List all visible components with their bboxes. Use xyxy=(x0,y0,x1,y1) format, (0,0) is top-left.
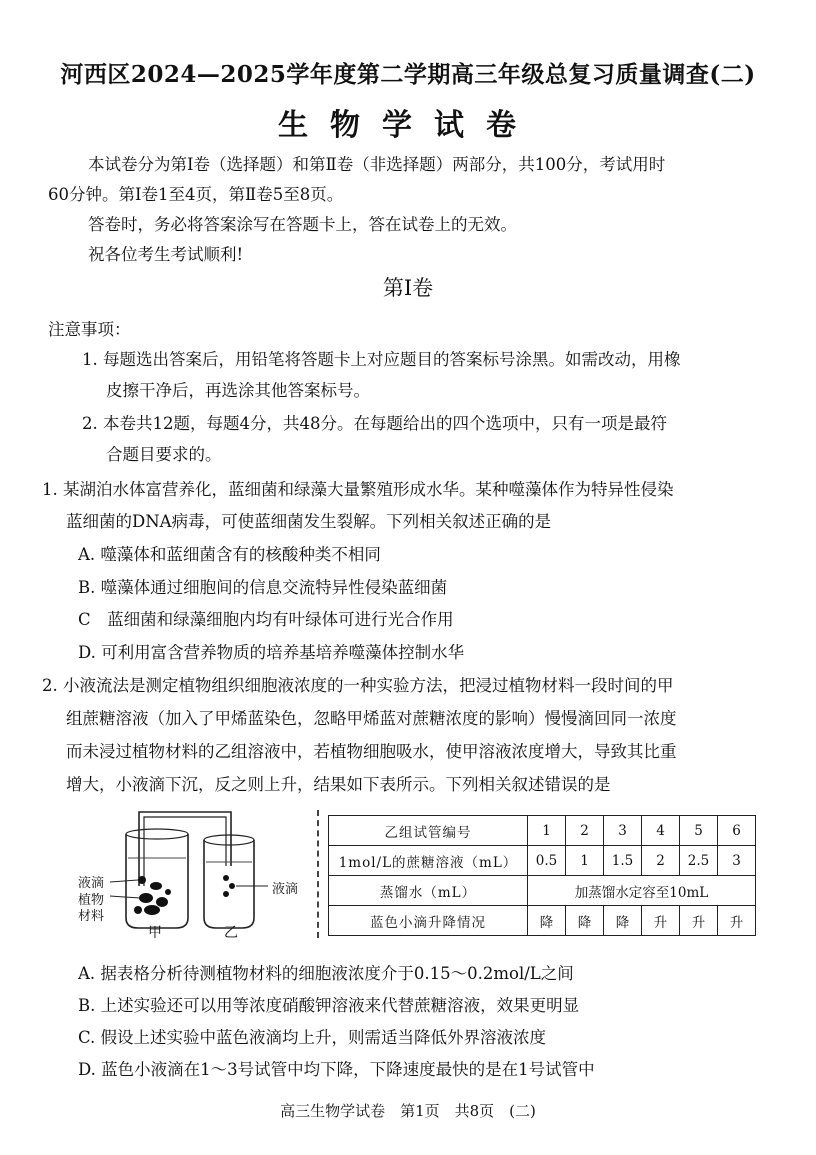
tube-number-cell: 4 xyxy=(642,816,680,846)
intro-line-3: 答卷时，务必将答案涂写在答题卡上，答在试卷上的无效。 xyxy=(88,215,517,234)
row-header-movement: 蓝色小滴升降情况 xyxy=(329,906,528,936)
notice-item-1-line-2: 皮擦干净后，再选涂其他答案标号。 xyxy=(106,381,370,400)
movement-cell: 降 xyxy=(528,906,566,936)
q2-option-c: C. 假设上述实验中蓝色液滴均上升，则需适当降低外界溶液浓度 xyxy=(78,1028,547,1047)
q1-stem-line-2: 蓝细菌的DNA病毒，可使蓝细菌发生裂解。下列相关叙述正确的是 xyxy=(66,512,552,531)
notice-heading: 注意事项： xyxy=(48,320,131,339)
row-header-sucrose: 1mol/L的蔗糖溶液（mL） xyxy=(329,846,528,876)
q2-stem-line-3: 而未浸过植物材料的乙组溶液中，若植物细胞吸水，使甲溶液浓度增大，导致其比重 xyxy=(66,742,677,761)
volume-title: 第Ⅰ卷 xyxy=(382,276,434,300)
tube-number-cell: 3 xyxy=(604,816,642,846)
table-row xyxy=(329,906,756,936)
label-material-1: 植物 xyxy=(78,893,105,908)
q1-option-d: D. 可利用富含营养物质的培养基培养噬藻体控制水华 xyxy=(78,643,465,662)
table-row xyxy=(329,876,756,906)
q1-option-b: B. 噬藻体通过细胞间的信息交流特异性侵染蓝细菌 xyxy=(78,578,448,597)
movement-cell: 降 xyxy=(604,906,642,936)
page-footer: 高三生物学试卷 第1页 共8页 (二) xyxy=(280,1102,536,1120)
row-header-tube: 乙组试管编号 xyxy=(329,816,528,846)
beaker-label-b: 乙 xyxy=(224,925,238,941)
movement-cell: 升 xyxy=(680,906,718,936)
subject-title: 生物学试卷 xyxy=(278,108,538,143)
intro-line-1: 本试卷分为第Ⅰ卷（选择题）和第Ⅱ卷（非选择题）两部分，共100分，考试用时 xyxy=(88,155,666,174)
movement-cell: 升 xyxy=(718,906,756,936)
beaker-label-a: 甲 xyxy=(148,925,162,941)
experiment-table xyxy=(328,815,756,936)
apparatus-figure xyxy=(76,806,316,946)
tube-number-cell: 2 xyxy=(566,816,604,846)
sucrose-cell: 1.5 xyxy=(604,846,642,876)
movement-cell: 升 xyxy=(642,906,680,936)
intro-line-2: 60分钟。第Ⅰ卷1至4页，第Ⅱ卷5至8页。 xyxy=(48,185,344,204)
sucrose-cell: 2 xyxy=(642,846,680,876)
table-row xyxy=(329,816,756,846)
tube-number-cell: 6 xyxy=(718,816,756,846)
movement-cell: 降 xyxy=(566,906,604,936)
sucrose-cell: 3 xyxy=(718,846,756,876)
sucrose-cell: 2.5 xyxy=(680,846,718,876)
q2-stem-line-1: 2. 小液流法是测定植物组织细胞液浓度的一种实验方法，把浸过植物材料一段时间的甲 xyxy=(42,676,674,695)
q2-stem-line-2: 组蔗糖溶液（加入了甲烯蓝染色，忽略甲烯蓝对蔗糖浓度的影响）慢慢滴回同一浓度 xyxy=(66,709,677,728)
q2-option-b: B. 上述实验还可以用等浓度硝酸钾溶液来代替蔗糖溶液，效果更明显 xyxy=(78,996,580,1015)
row-header-water: 蒸馏水（mL） xyxy=(329,876,528,906)
q1-stem-line-1: 1. 某湖泊水体富营养化，蓝细菌和绿藻大量繁殖形成水华。某种噬藻体作为特异性侵染 xyxy=(42,480,674,499)
q2-option-a: A. 据表格分析待测植物材料的细胞液浓度介于0.15～0.2mol/L之间 xyxy=(78,964,574,983)
tube-number-cell: 5 xyxy=(680,816,718,846)
q1-option-c: C 蓝细菌和绿藻细胞内均有叶绿体可进行光合作用 xyxy=(78,610,454,629)
label-material-2: 材料 xyxy=(78,909,105,924)
notice-item-1-line-1: 1. 每题选出答案后，用铅笔将答题卡上对应题目的答案标号涂黑。如需改动，用橡 xyxy=(82,350,681,369)
label-drop-left: 液滴 xyxy=(78,876,105,891)
intro-line-4: 祝各位考生考试顺利! xyxy=(88,245,244,264)
q1-option-a: A. 噬藻体和蓝细菌含有的核酸种类不相同 xyxy=(78,545,381,564)
q2-stem-line-4: 增大，小液滴下沉，反之则上升，结果如下表所示。下列相关叙述错误的是 xyxy=(66,775,611,794)
water-note-cell: 加蒸馏水定容至10mL xyxy=(528,876,756,906)
notice-item-2-line-2: 合题目要求的。 xyxy=(106,445,222,464)
tube-number-cell: 1 xyxy=(528,816,566,846)
sucrose-cell: 1 xyxy=(566,846,604,876)
sucrose-cell: 0.5 xyxy=(528,846,566,876)
table-row xyxy=(329,846,756,876)
label-drop-right: 液滴 xyxy=(272,882,299,897)
exam-title: 河西区2024—2025学年度第二学期高三年级总复习质量调查(二) xyxy=(60,61,756,88)
notice-item-2-line-1: 2. 本卷共12题，每题4分，共48分。在每题给出的四个选项中，只有一项是最符 xyxy=(82,414,667,433)
q2-option-d: D. 蓝色小液滴在1～3号试管中均下降，下降速度最快的是在1号试管中 xyxy=(78,1060,595,1079)
